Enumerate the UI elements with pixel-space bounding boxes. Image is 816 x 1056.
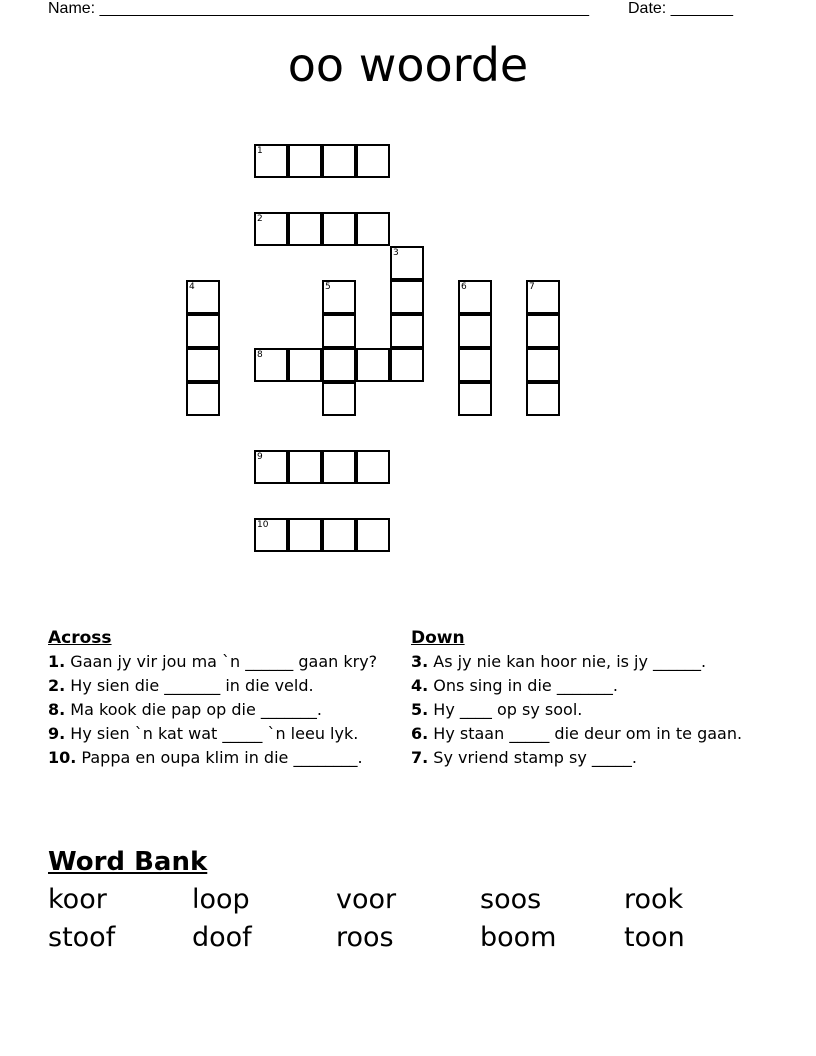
clue-number: 9. [48,724,66,743]
word-bank-item: koor [48,884,107,915]
crossword-cell[interactable] [390,280,424,314]
crossword-cell[interactable] [322,382,356,416]
cell-number: 6 [461,282,467,292]
name-line: Name: _______________________________________________________ [48,0,589,17]
clue-text: As jy nie kan hoor nie, is jy ______. [428,652,707,671]
word-bank-item: loop [192,884,250,915]
down-clue [411,652,751,672]
clue-text: Gaan jy vir jou ma `n ______ gaan kry? [65,652,378,671]
crossword-cell[interactable] [356,518,390,552]
clue-number: 8. [48,700,66,719]
word-bank-item: roos [336,922,394,953]
clue-text: Hy staan _____ die deur om in te gaan. [428,724,743,743]
clue-number: 5. [411,700,429,719]
crossword-cell[interactable] [288,144,322,178]
page-title: oo woorde [287,38,529,92]
crossword-cell[interactable] [526,280,560,314]
crossword-cell[interactable] [390,314,424,348]
clue-text: Hy sien die _______ in die veld. [65,676,314,695]
across-clue [48,700,388,720]
cell-number: 1 [257,146,263,156]
cell-number: 4 [189,282,195,292]
crossword-cell[interactable] [322,348,356,382]
clue-number: 10. [48,748,77,767]
crossword-cell[interactable] [322,314,356,348]
down-heading: Down [411,628,465,648]
clue-number: 7. [411,748,429,767]
down-clue [411,676,751,696]
crossword-cell[interactable] [356,212,390,246]
crossword-cell[interactable] [254,518,288,552]
down-clues [411,628,751,772]
across-clue [48,676,388,696]
cell-number: 5 [325,282,331,292]
crossword-cell[interactable] [186,348,220,382]
word-bank-item: soos [480,884,542,915]
crossword-cell[interactable] [288,212,322,246]
crossword-cell[interactable] [458,280,492,314]
clue-text: Ma kook die pap op die _______. [65,700,323,719]
down-clue [411,700,751,720]
crossword-cell[interactable] [322,280,356,314]
crossword-cell[interactable] [458,314,492,348]
crossword-cell[interactable] [390,348,424,382]
crossword-cell[interactable] [526,382,560,416]
clue-text: Sy vriend stamp sy _____. [428,748,637,767]
crossword-cell[interactable] [186,382,220,416]
word-bank-title: Word Bank [48,847,208,877]
clue-number: 6. [411,724,429,743]
crossword-cell[interactable] [322,212,356,246]
clue-number: 2. [48,676,66,695]
across-clue [48,652,388,672]
word-bank-item: voor [336,884,397,915]
cell-number: 9 [257,452,263,462]
crossword-cell[interactable] [322,450,356,484]
crossword-cell[interactable] [322,518,356,552]
crossword-cell[interactable] [254,450,288,484]
clue-text: Hy ____ op sy sool. [428,700,583,719]
down-clue [411,748,751,768]
clue-number: 3. [411,652,429,671]
crossword-cell[interactable] [356,450,390,484]
clue-number: 4. [411,676,429,695]
word-bank-item: rook [624,884,684,915]
crossword-cell[interactable] [390,246,424,280]
crossword-cell[interactable] [356,348,390,382]
clue-text: Pappa en oupa klim in die ________. [76,748,363,767]
cell-number: 10 [257,520,269,530]
clue-number: 1. [48,652,66,671]
cell-number: 3 [393,248,399,258]
word-bank-item: toon [624,922,685,953]
crossword-cell[interactable] [526,314,560,348]
word-bank-item: doof [192,922,252,953]
crossword-cell[interactable] [356,144,390,178]
clue-text: Hy sien `n kat wat _____ `n leeu lyk. [65,724,359,743]
crossword-cell[interactable] [186,280,220,314]
across-clue [48,724,388,744]
cell-number: 2 [257,214,263,224]
crossword-cell[interactable] [526,348,560,382]
crossword-cell[interactable] [458,382,492,416]
crossword-cell[interactable] [458,348,492,382]
cell-number: 8 [257,350,263,360]
crossword-cell[interactable] [254,348,288,382]
crossword-cell[interactable] [322,144,356,178]
date-line: Date: _______ [628,0,733,17]
crossword-cell[interactable] [186,314,220,348]
crossword-cell[interactable] [288,348,322,382]
crossword-cell[interactable] [288,450,322,484]
word-bank-item: boom [480,922,557,953]
crossword-cell[interactable] [254,144,288,178]
clue-text: Ons sing in die _______. [428,676,618,695]
word-bank-item: stoof [48,922,116,953]
across-clue [48,748,388,768]
cell-number: 7 [529,282,535,292]
across-clues [48,628,388,772]
across-heading: Across [48,628,112,648]
crossword-cell[interactable] [288,518,322,552]
down-clue [411,724,751,744]
crossword-cell[interactable] [254,212,288,246]
